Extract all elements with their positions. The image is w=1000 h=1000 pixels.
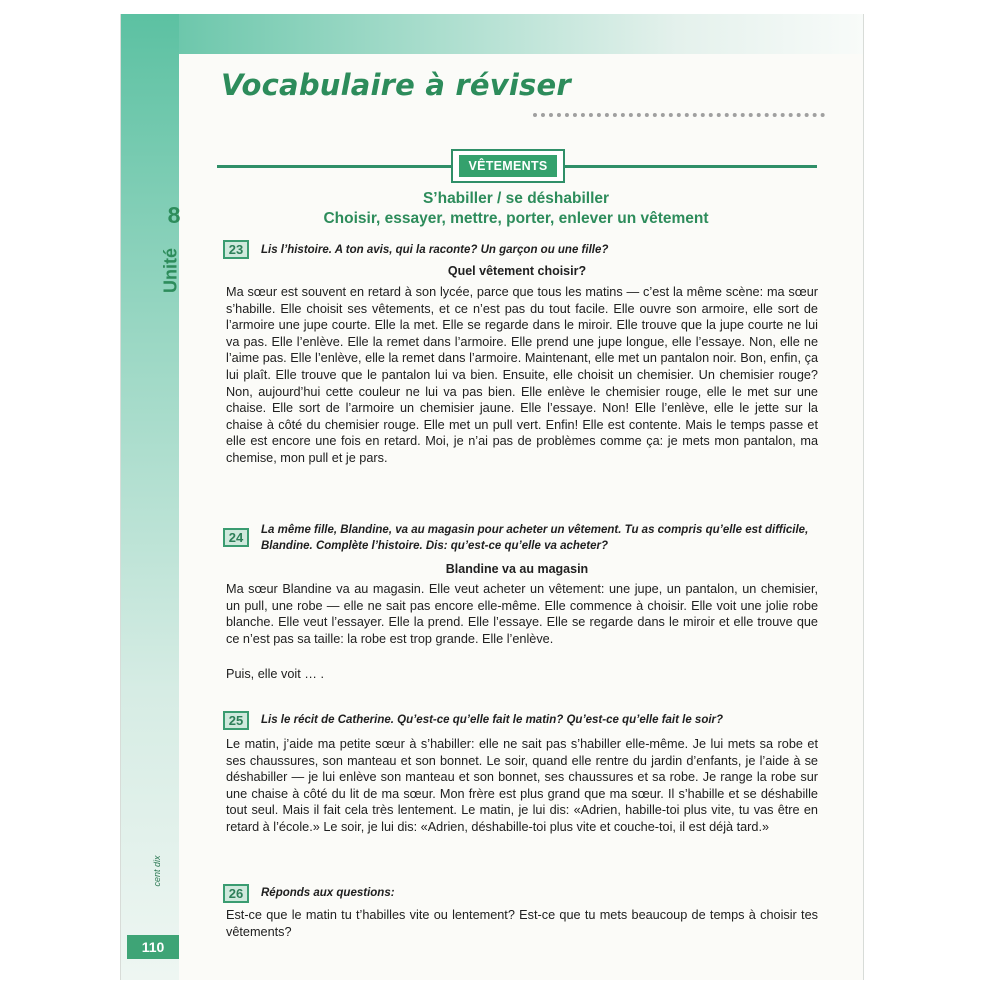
exercise-23-instruction: Lis l’histoire. A ton avis, qui la raconte? Un garçon ou une fille? — [261, 244, 609, 256]
exercise-25-instruction: Lis le récit de Catherine. Qu’est-ce qu’elle fait le matin? Qu’est-ce qu’elle fait le soir? — [261, 714, 724, 726]
page-number: 110 — [127, 935, 179, 959]
exercise-23-story-title: Quel vêtement choisir? — [447, 264, 587, 278]
unit-label — [153, 202, 193, 312]
unit-number: 8 — [167, 202, 181, 228]
exercise-number-24: 24 — [223, 528, 249, 547]
topic-heading-2: Choisir, essayer, mettre, porter, enlever un vêtement — [323, 210, 709, 227]
top-decor-strip — [121, 14, 863, 54]
exercise-24-text-end: Puis, elle voit … . — [226, 667, 325, 681]
exercise-26-text: Est-ce que le matin tu t’habilles vite ou lentement? Est-ce que tu mets beaucoup de temps à choisir tes vêtements? — [226, 908, 818, 939]
left-decor-strip — [121, 14, 179, 980]
topic-heading-1: S’habiller / se déshabiller — [422, 190, 610, 207]
exercise-24-story-title: Blandine va au magasin — [445, 562, 589, 576]
exercise-number-26: 26 — [223, 884, 249, 903]
exercise-23-text: Ma sœur est souvent en retard à son lycée, parce que tous les matins — c’est la même scène: ma sœur s’habille. Elle choisit ses vêtements, et ce n’est pas du tout facile. Elle ouvre son armoire, elle sort de l’armoire une jupe courte. Elle la met. Elle se regarde dans le miroir. Elle trouve que la jupe courte ne lui va pas. Elle l’enlève. Elle la remet dans l’armoire. Elle prend une jupe longue, elle l’essaye. Non, elle ne l’aime pas. Elle l’enlève, elle la remet dans l’armoire. Maintenant, elle met un pantalon noir. Bon, enfin, ça lui plaît. Elle trouve que le pantalon lui va bien. Ensuite, elle choisit un chemisier. Un chemisier rouge? Non, aujourd’hui cette couleur ne lui va pas bien. Elle enlève le chemisier rouge, elle le met sur une chaise. Elle sort de l’armoire un chemisier jaune. Elle l’essaye. Non! Elle l’enlève, elle le jette sur la chaise à côté du chemisier rouge. Elle met un pull vert. Enfin! Elle est contente. Mais le temps passe et elle est encore une fois en retard. Moi, je n’ai pas de problèmes comme ça: je mets mon pantalon, ma chemise, mon pull et je pars. — [226, 285, 818, 465]
exercise-26-instruction: Réponds aux questions: — [261, 887, 395, 899]
exercise-25-text: Le matin, j’aide ma petite sœur à s’habiller: elle ne sait pas s’habiller elle-même. Je lui mets sa robe et ses chaussures, son manteau et son bonnet. Le soir, quand elle rentre du jardin d’enfants, je l’aide à se déshabiller — je lui enlève son manteau et son bonnet, ses chaussures et sa robe. Je range la robe sur une chaise à côté du lit de ma sœur. Mon frère est plus grand que ma sœur. Il s’habille et se déshabille tout seul. Mais il fait cela très lentement. Le matin, je lui dis: «Adrien, habille-toi plus vite, tu vas être en retard à l’école.» Le soir, je lui dis: «Adrien, déshabille-toi plus vite et couche-toi, il est déjà tard.» — [226, 737, 818, 834]
exercise-number-25: 25 — [223, 711, 249, 730]
textbook-page — [120, 14, 864, 980]
exercise-24-instruction: La même fille, Blandine, va au magasin pour acheter un vêtement. Tu as compris qu’elle est difficile, Blandine. Complète l’histoire. Dis: qu’est-ce qu’elle va acheter? — [261, 524, 809, 552]
section-tag-label: VÊTEMENTS — [459, 155, 556, 177]
side-page-text: cent dix — [152, 855, 162, 887]
exercise-24-text: Ma sœur Blandine va au magasin. Elle veut acheter un vêtement: une jupe, un pantalon, un chemisier, un pull, une robe — elle ne sait pas encore elle-même. Elle commence à choisir. Elle voit une jolie robe blanche. Elle veut l’essayer. Elle la prend. Elle l’essaye. Elle se regarde dans le miroir et elle trouve que ce n’est pas sa taille: la robe est trop grande. Elle l’enlève. — [226, 582, 818, 646]
title-dotted-rule — [533, 113, 825, 117]
exercise-number-23: 23 — [223, 240, 249, 259]
section-rule-right — [565, 165, 817, 168]
unit-word: Unité — [160, 248, 181, 293]
page-title: Vocabulaire à réviser — [221, 68, 571, 102]
section-tag — [451, 149, 565, 183]
section-rule-left — [217, 165, 451, 168]
